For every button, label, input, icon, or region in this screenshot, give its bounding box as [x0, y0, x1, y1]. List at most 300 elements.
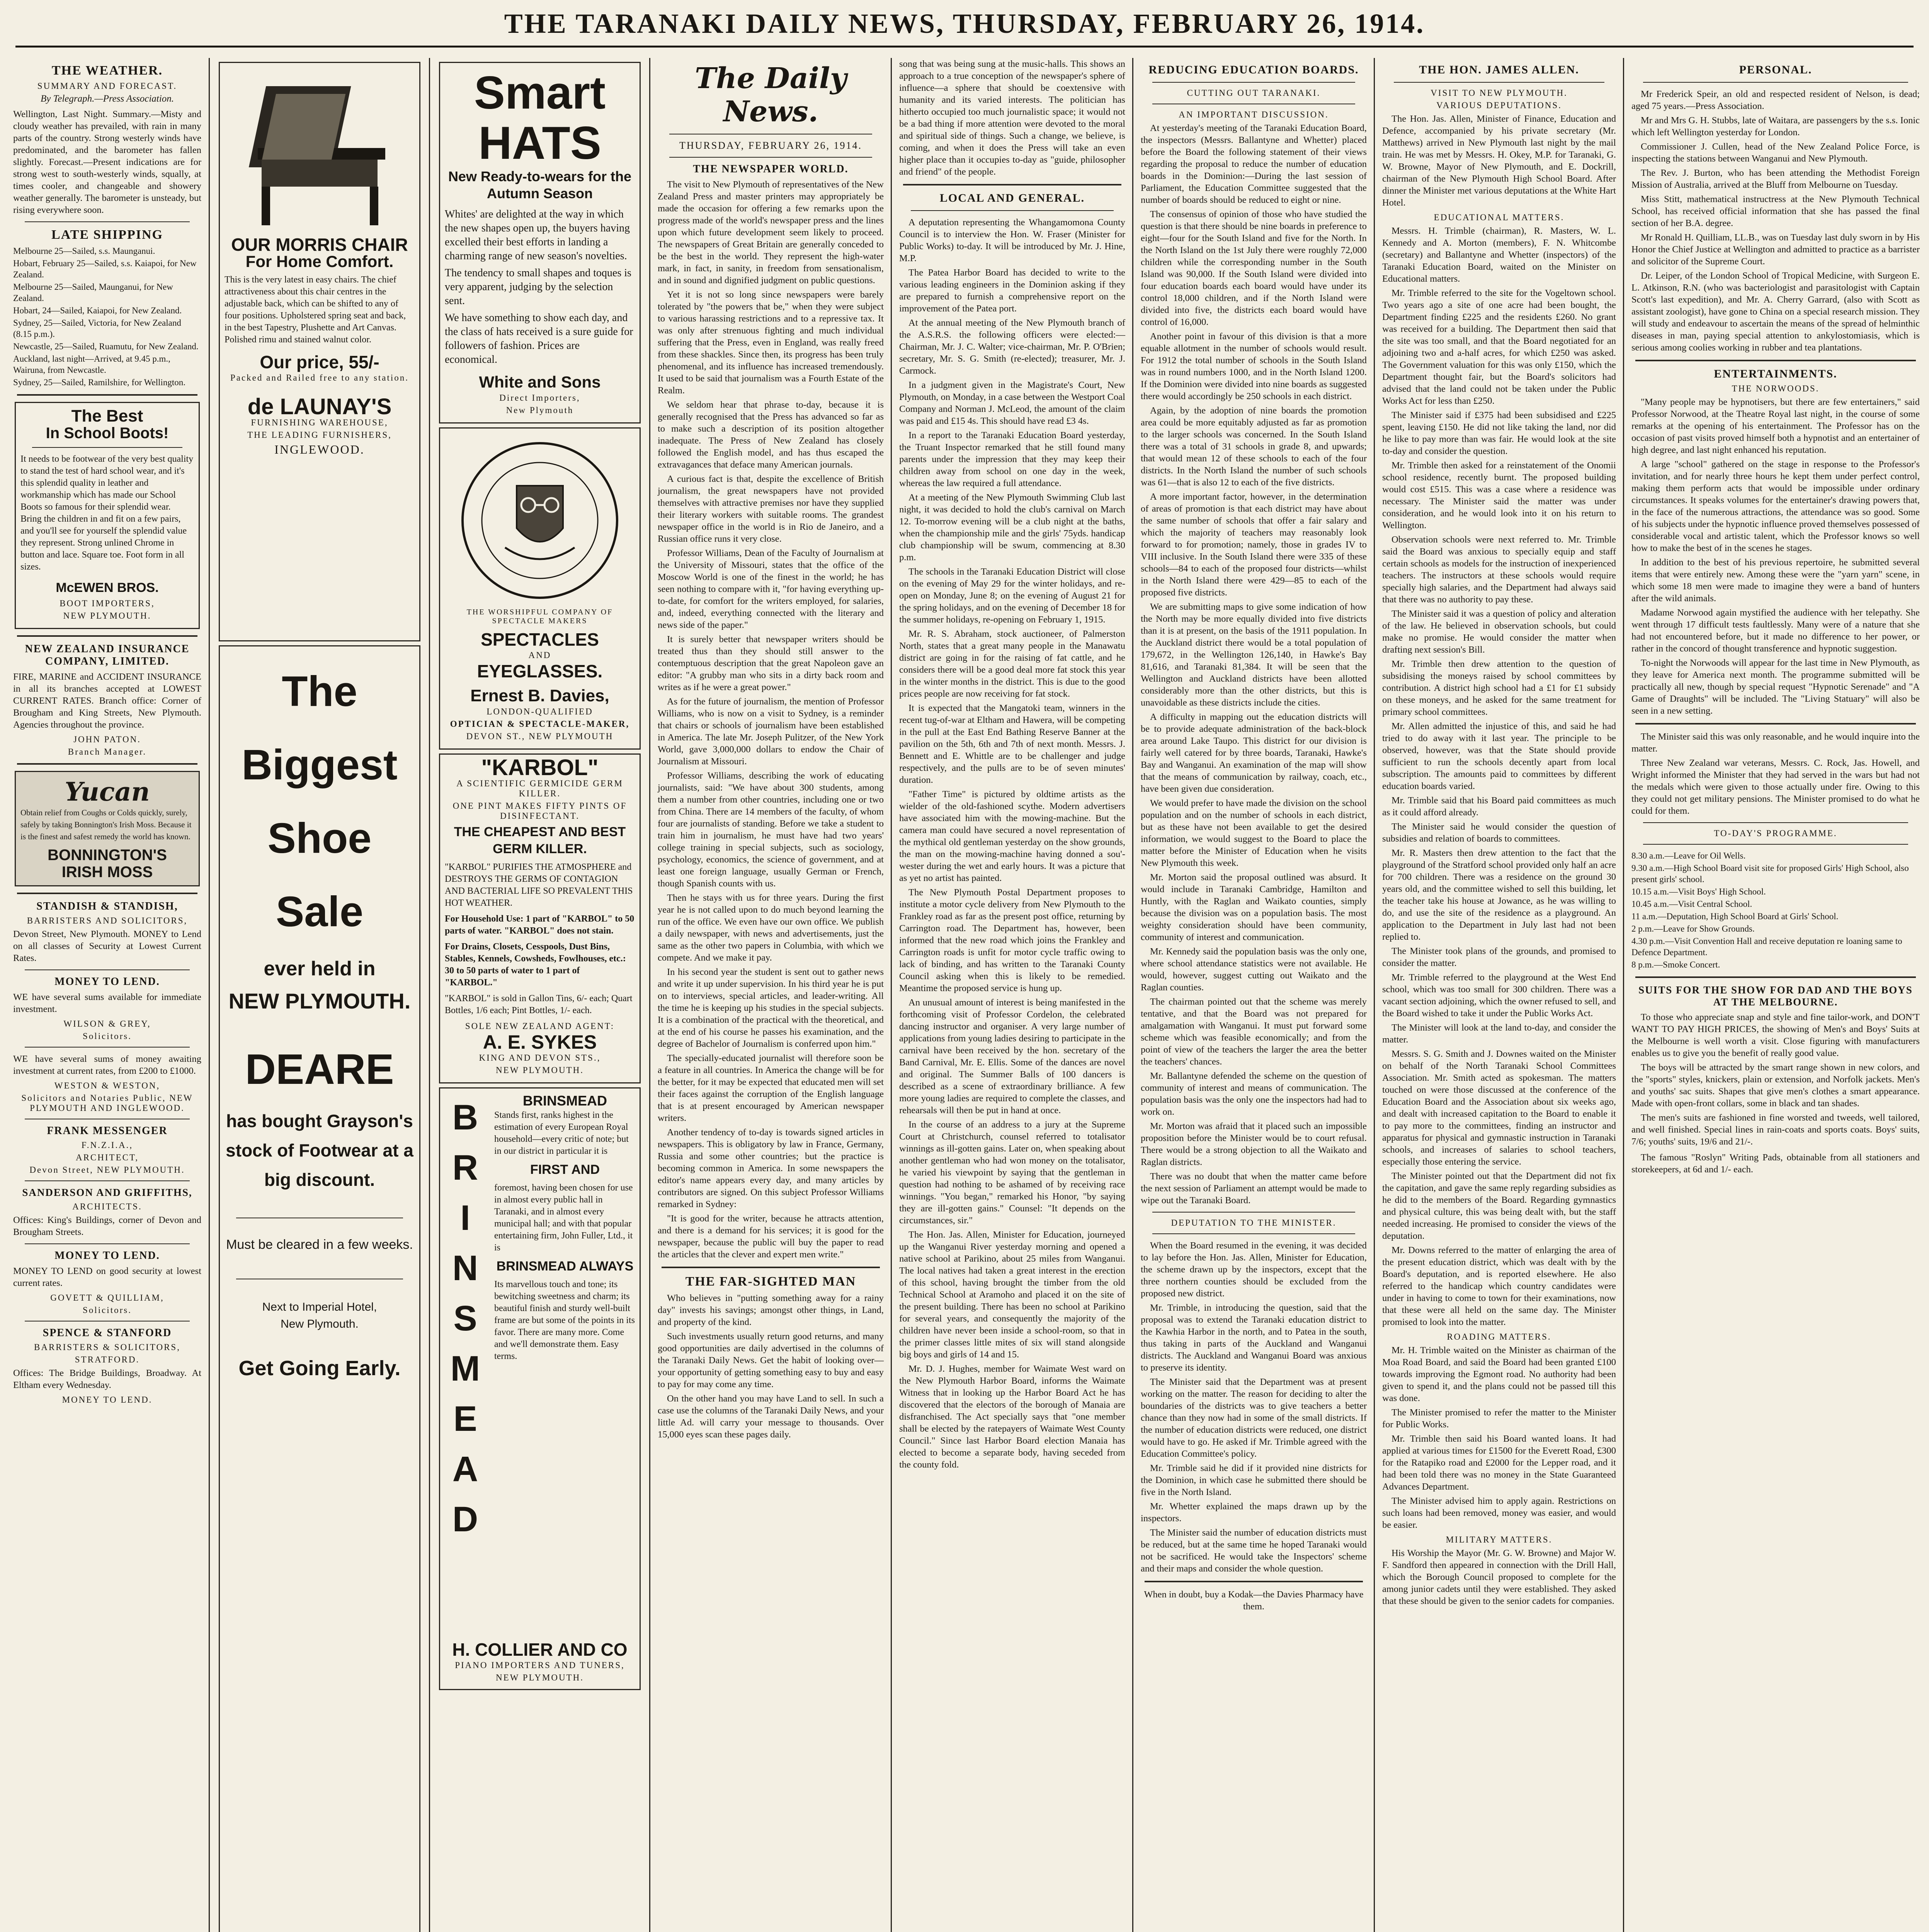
local-paragraph: In the course of an address to a jury at the Supreme Court at Christchurch, counsel referred to totalisator winnings as ill-gotten gains. Later on, when speaking about another gentleman who had won money on the totalisator, he varied his viewpoint by saying that the gentleman in question had nothing to be ashamed of by receiving race winnings. "You began," remarked his Honor, "by saying they are ill-gotten gains." Counsel: "It depends on the circumstances, sir." [899, 1119, 1125, 1226]
deputation-paragraph: Mr. Whetter explained the maps drawn up by the inspectors. [1141, 1501, 1367, 1524]
divider [1145, 1581, 1363, 1582]
optician-address: DEVON ST., NEW PLYMOUTH [466, 731, 614, 741]
personal-paragraph: Dr. Leiper, of the London School of Tropical Medicine, with Surgeon E. L. Atkinson, R.N. (who was bacteriologist and parasitologist with Captain Scott's last expedition), and Mr. A. Cherry Garrard, (also with Scott as assistant zoologist), have gone to China on a special research mission. They will study and endeavour to ascertain the means of the spread of helminthic diseases in man, paying special attention to ankylostomiasis, which is serious among coolies working in rubber and tea plantations. [1631, 270, 1920, 353]
insurance-copy: FIRE, MARINE and ACCIDENT INSURANCE in all its branches accepted at LOWEST CURRENT RATES. Branch office: Corner of Brougham and King Streets, New Plymouth. Agencies throughout the province. [13, 672, 201, 730]
local-paragraph: An unusual amount of interest is being manifested in the forthcoming visit of Professor Cordelon, the celebrated dancing instructor and organiser. A very large number of applications from young ladies desiring to participate in the carnival have been received by the hon. secretary of the Band Carnival, Mr. E. Ellis. Some of the dances are novel and original. The Summer Balls of 100 dancers is described as a scene of extraordinary brilliance. A few more young ladies are required to complete the classes, and rehearsals will then be put in hand at once. [899, 997, 1125, 1116]
spence-money: MONEY TO LEND. [62, 1395, 153, 1405]
entertainments-paragraph: A large "school" gathered on the stage in response to the Professor's invitation, and for nearly three hours he kept them under perfect control, making them perform acts that would be impossible under ordinary circumstances. It speaks volumes for the entertainer's drawing powers that, in the face of the numerous attractions, the attendance was so good. Some of his subjects under the hypnotic influence proved themselves possessed of considerable vocal and artistic talent, which the Professor knows so well how to make the best of in the scenes he stages. [1631, 459, 1920, 553]
brinsmead-letter: S [453, 1299, 477, 1338]
suits-body [1631, 1011, 1920, 1148]
divider [1152, 82, 1355, 83]
launay-sub-2: THE LEADING FURNISHERS, [247, 430, 392, 440]
personal-paragraph: Miss Stitt, mathematical instructress at the New Plymouth Technical School, has received official information that she has passed the final section of her B.A. degree. [1631, 194, 1920, 228]
money-role: Solicitors. [83, 1031, 132, 1041]
money-heading: MONEY TO LEND. [54, 976, 160, 988]
editorial-paragraph: A curious fact is that, despite the excellence of British journalism, the great newspapers have not provided themselves with attractive premises nor have they supplied their literary workers with suitable rooms. The grandest newspaper office in the world is in Rio de Janeiro, and a Russian office runs it very close. [658, 474, 884, 544]
local-body [899, 216, 1125, 1471]
architects-heading: SANDERSON AND GRIFFITHS, [22, 1187, 192, 1198]
shoe-word: Biggest [242, 741, 398, 789]
shipping-item: Auckland, last night—Arrived, at 9.45 p.m., Wairuna, from Newcastle. [13, 354, 170, 375]
boards-paragraph: There was no doubt that when the matter came before the next session of Parliament an attempt would be made to wipe out the Taranaki Board. [1141, 1171, 1367, 1206]
editorial-paragraph: Professor Williams, Dean of the Faculty of Journalism at the University of Missouri, states that the office of the Moscow World is one of the finest in the world; he has seen nothing to compare with it, "for having everything up-to-date, for comfort for the writers employed, for salaries, and, indeed, everything connected with the literary and news side of the paper." [658, 548, 884, 630]
suits-paragraph: The men's suits are fashioned in fine worsted and tweeds, well tailored, and well finished. Special lines in rain-coats and sports coats. Boys' suits, 7/6; youths' suits, 19/6 and 21/-. [1631, 1112, 1920, 1147]
eyeglasses-headline: EYEGLASSES. [477, 661, 603, 681]
spectacles-ad [439, 427, 641, 750]
deare-note: Must be cleared in a few weeks. [226, 1237, 413, 1252]
column-rule [1623, 58, 1624, 1932]
hats-copy-2: The tendency to small shapes and toques is very apparent, judging by the selection sent. [445, 267, 631, 307]
boards-paragraph: The chairman pointed out that the scheme was merely tentative, and that the Board was not prepared for amalgamation with Wanganui. It must put forward some scheme which was feasible economically; and from the point of view of the teachers the larger the area the better the teachers' chances. [1141, 997, 1367, 1067]
divider [1643, 844, 1908, 845]
divider [669, 157, 872, 158]
brinsmead-body [494, 1092, 636, 1362]
boards-body [1141, 122, 1367, 1206]
collier-name: H. COLLIER AND CO [452, 1639, 628, 1660]
boards-paragraph: Mr. Morton said the proposal outlined was absurd. It would include in Taranaki Cambridge, Hamilton and Huntly, with the Raglan and Waikato counties, simply because the division was on a population basis. The most weighty consideration should have been community, community of interest and communication. [1141, 872, 1367, 942]
entertainments-paragraph: To-night the Norwoods will appear for the last time in New Plymouth, as they leave for America next month. The programme submitted will be practically all new, though by special request "Hypnotic Serenade" and "A Game of Draughts" will be included. The "Living Statuary" will also be seen in a new setting. [1631, 658, 1920, 716]
weather-heading: THE WEATHER. [51, 63, 163, 78]
chair-copy: This is the very latest in easy chairs. The chief attractiveness about this chair centres in the adjustable back, which can be shifted to any of four positions. Upholstered spring seat and back, in the best Tapestry, Plushette and Art Canvas. Polished rimu and stained walnut color. [225, 275, 406, 345]
divider [911, 210, 1114, 211]
karbol-agent: A. E. SYKES [483, 1031, 597, 1053]
irish-moss-ad [15, 771, 200, 886]
chair-headline-2: For Home Comfort. [245, 252, 394, 270]
messenger-address: Devon Street, NEW PLYMOUTH. [29, 1165, 185, 1175]
shipping-item: Melbourne 25—Sailed, Maunganui, for New Zealand. [13, 282, 173, 303]
brinsmead-letter: A [452, 1449, 478, 1489]
karbol-address-2: NEW PLYMOUTH. [496, 1065, 584, 1075]
messenger-heading: FRANK MESSENGER [47, 1125, 168, 1137]
deare-copy: has bought Grayson's stock of Footwear at a big discount. [226, 1111, 413, 1190]
entertainments-subheading: THE NORWOODS. [1732, 384, 1820, 393]
divider [903, 184, 1121, 185]
karbol-copy-3: For Drains, Closets, Cesspools, Dust Bins, Stables, Kennels, Cowsheds, Fowlhouses, etc.: 30 to 50 parts of water to 1 part of "KARBOL." [445, 942, 626, 988]
deputation-paragraph: Mr. Trimble, in introducing the question, said that the proposal was to extend the Taranaki education district to the Kawhia Harbor in the north, and to Patea in the south, thus taking in parts of the Auckland and Wanganui districts. The Auckland and Wanganui Board was anxious to preserve its identity. [1141, 1303, 1367, 1373]
entertainments-paragraph: In addition to the best of his previous repertoire, he submitted several items that were entirely new. Among these were the "yarn yarn" scene, in which some 18 men were made to imagine they were a band of hunters after the wild animals. [1631, 557, 1920, 604]
masthead [0, 0, 1929, 54]
educational-paragraph: Mr. Trimble then drew attention to the question of subsidising the moneys raised by school committees by contribution. A district high school had a £1 for £1 subsidy on these moneys, and he asked for the same treatment for primary school committees. [1382, 659, 1616, 717]
boards-paragraph: Mr. Ballantyne defended the scheme on the question of community of interest and means of communication. The population basis was the only one the inspectors had had to work on. [1141, 1071, 1367, 1117]
boards-paragraph: The consensus of opinion of those who have studied the question is that there should be nine boards in preference to eight—four for the South Island and five for the North. In the North Island on the 1st July there were roughly 72,000 children while the corresponding number in the South Island was 90,000. If the South Island were divided into four education boards each board would have under its control 18,000 children, and if the North Island were divided into five, the districts each board would have control of 16,000. [1141, 209, 1367, 327]
moss-name-2: IRISH MOSS [61, 864, 153, 881]
launay-town: INGLEWOOD. [274, 442, 365, 456]
school-boots-ad [15, 402, 200, 629]
programme-item: 4.30 p.m.—Visit Convention Hall and receive deputation re loaning same to Defence Department. [1631, 936, 1902, 957]
hats-subheading: New Ready-to-wears for the Autumn Season [448, 168, 632, 201]
column-5 [894, 58, 1131, 1932]
karbol-name: "KARBOL" [481, 755, 599, 780]
shoe-word: Shoe [267, 815, 372, 862]
personal-paragraph: Mr Ronald H. Quilliam, LL.B., was on Tuesday last duly sworn in by His Honor the Chief Justice at Wellington and admitted to practice as a barrister and solicitor of the Supreme Court. [1631, 232, 1920, 267]
deare-slogan: Get Going Early. [238, 1357, 401, 1380]
roading-body [1382, 1344, 1616, 1531]
boards-paragraph: At yesterday's meeting of the Taranaki Education Board, the inspectors (Messrs. Ballantyne and Whetter) placed before the Board the following statement of their views regarding the proposal to reduce the number of education boards in the Dominion:—During the last session of Parliament, the Education Committee suggested that the number of boards should be reduced to eight or nine. [1141, 123, 1367, 205]
allen-heading: THE HON. JAMES ALLEN. [1419, 63, 1579, 76]
divider [25, 221, 190, 222]
shoe-word: ever held in [264, 957, 376, 980]
masthead-title: THE TARANAKI DAILY NEWS, THURSDAY, FEBRUARY 26, 1914. [504, 8, 1425, 39]
entertainments-paragraph: "Many people may be hypnotisers, but there are few entertainers," said Professor Norwood, at the Theatre Royal last night, in the course of some remarks at the opening of his entertainment. The Professor has on the occasion of past visits proved himself both a hypnotist and an entertainer of high degree, and last night enhanced his reputation. [1631, 397, 1920, 455]
chair-note: Packed and Railed free to any station. [230, 373, 409, 383]
local-paragraph: Mr. D. J. Hughes, member for Waimate West ward on the New Plymouth Harbor Board, informs the Waimate Witness that in looking up the Harbor Board Act he has discovered that the electors of the borough of Manaia are disfranchised. The Act specially says that "one member shall be elected by the ratepayers of Waimate West County Council." Since last Harbor Board election Manaia has elected to become a separate body, having seceded from the county fold. [899, 1364, 1125, 1470]
karbol-copy-2: For Household Use: 1 part of "KARBOL" to 50 parts of water. "KARBOL" does not stain. [445, 914, 634, 936]
column-2 [212, 58, 427, 1932]
brinsmead-always: BRINSMEAD ALWAYS [496, 1259, 634, 1274]
weather-subheading: SUMMARY AND FORECAST. [37, 81, 177, 91]
spectacle-makers-crest-icon [459, 439, 621, 602]
shipping-item: Hobart, February 25—Sailed, s.s. Kaiapoi, for New Zealand. [13, 259, 197, 279]
column-rule [891, 58, 892, 1932]
launay-sub: FURNISHING WAREHOUSE, [251, 418, 388, 427]
deputation-heading: DEPUTATION TO THE MINISTER. [1171, 1218, 1337, 1228]
editorial-paragraph: "It is good for the writer, because he attracts attention, and there is a demand for his services; it is good for the newspaper, because the public will buy the paper to read the articles that the clever and expert men write." [658, 1213, 884, 1260]
editorial-paragraph: As for the future of journalism, the mention of Professor Williams, who is now on a visit to Sydney, is a reminder that chairs or schools of journalism have been established in America. The late Mr. Joseph Pulitzer, of the New York World, gave 3,000,000 dollars to endow the Chair of Journalism at Missouri. [658, 696, 884, 767]
armchair-illustration [235, 71, 405, 233]
shipping-item: Sydney, 25—Sailed, Victoria, for New Zealand (8.15 p.m.). [13, 318, 181, 339]
divider [25, 1180, 190, 1181]
divider [1394, 82, 1604, 83]
divider [17, 763, 197, 765]
brinsmead-vertical [444, 1092, 487, 1544]
brinsmead-letter: M [450, 1349, 480, 1388]
allen-continued [1631, 731, 1920, 817]
editorial-date: THURSDAY, FEBRUARY 26, 1914. [679, 140, 862, 151]
shoe-word: NEW PLYMOUTH. [228, 989, 411, 1013]
local-paragraph: At the annual meeting of the New Plymouth branch of the A.S.R.S. the following officers were elected:—Chairman, Mr. J. C. Walter; vice-chairman, Mr. P. O'Brien; secretary, Mr. S. G. Smith (re-elected); treasurer, Mr. J. Carmock. [899, 318, 1125, 376]
insurance-role: Branch Manager. [68, 747, 147, 757]
karbol-headline: THE CHEAPEST AND BEST GERM KILLER. [454, 825, 626, 856]
money-firm-2: WESTON & WESTON, [54, 1081, 160, 1090]
column-rule [1374, 58, 1375, 1932]
educational-paragraph: Observation schools were next referred to. Mr. Trimble said the Board was anxious to specially equip and staff certain schools as models for the instruction of inexperienced teachers. The instructors at these schools would require specially high salaries, and the Department had always said that there was no authority to pay these. [1382, 534, 1616, 605]
deare-name: DEARE [245, 1046, 394, 1093]
money-copy-2: WE have several sums of money awaiting investment at current rates, from £200 to £1000. [13, 1054, 201, 1076]
farsighted-paragraph: Who believes in "putting something away for a rainy day" invests his savings; amongst other things, in Land, and property of the kind. [658, 1293, 884, 1327]
money-role-3: Solicitors. [83, 1305, 132, 1315]
boards-paragraph: We would prefer to have made the division on the school population and on the number of schools in each district, but as these have not been available to get the desired information, we would suggest to the Board to place the matter before the Minister of Education when he visits New Plymouth this week. [1141, 798, 1367, 868]
roading-paragraph: The Minister advised him to apply again. Restrictions on such loans had been removed, money was easier, and would be easier. [1382, 1496, 1616, 1530]
crest-motto: THE WORSHIPFUL COMPANY OF SPECTACLE MAKERS [466, 608, 613, 625]
masthead-rule [15, 46, 1914, 48]
editorial-body [658, 179, 884, 1260]
brinsmead-copy-2: foremost, having been chosen for use in almost every public hall in Taranaki, and in almost every municipal hall; and with that popular entertaining firm, John Fuller, Ltd., it is [494, 1183, 633, 1253]
karbol-makes: ONE PINT MAKES FIFTY PINTS OF DISINFECTANT. [452, 801, 627, 821]
brinsmead-first: FIRST AND [530, 1162, 600, 1177]
karbol-ad [439, 753, 641, 1083]
weather-byline: By Telegraph.—Press Association. [41, 94, 174, 104]
roading-paragraph: Mr. H. Trimble waited on the Minister as chairman of the Moa Road Board, and said the Board had been granted £100 towards improving the Egmont road. No authority had been given to spend it, and the plans could not be passed till this was done. [1382, 1345, 1616, 1403]
entertainments-heading: ENTERTAINMENTS. [1714, 367, 1837, 380]
shoe-word: Sale [276, 888, 364, 935]
karbol-subheading: A SCIENTIFIC GERMICIDE GERM KILLER. [456, 779, 623, 798]
column-3 [432, 58, 648, 1932]
spence-heading: SPENCE & STANFORD [43, 1327, 172, 1339]
divider [1152, 1212, 1355, 1213]
shoe-sale-ad [219, 645, 420, 1932]
educational-paragraph: Mr. Trimble referred to the playground at the West End school, which was too small for 300 children. There was a vacant section adjoining, which the owner refused to sell, and the Board wished to take it under the Public Works Act. [1382, 972, 1616, 1019]
brinsmead-letter: E [453, 1399, 477, 1439]
moss-brand: Yucan [65, 777, 150, 807]
brinsmead-ad [439, 1087, 641, 1690]
local-paragraph: "Father Time" is pictured by oldtime artists as the wielder of the old-fashioned scythe. Modern advertisers have associated him with the mowing-machine. But the camera man could have secured a novel representation of the mythical old gentleman yesterday on the show grounds, the man on the mowing-machine having donned a sou'-wester during the wet and early hours. It was a picture that as yet no artist has painted. [899, 789, 1125, 883]
divider [17, 635, 197, 637]
column-rule [649, 58, 650, 1932]
editorial-paragraph: Another tendency of to-day is towards signed articles in newspapers. This is obligatory by law in France, Germany, Russia and some other countries; but the practice is becoming common in America. In some newspapers the editor's name appears every day, and many articles by contributors are signed. On this subject Professor Williams remarked in Sydney: [658, 1127, 884, 1209]
smart-hats-ad [439, 62, 641, 423]
karbol-copy-4: "KARBOL" is sold in Gallon Tins, 6/- each; Quart Bottles, 1/6 each; Pint Bottles, 1/- each. [445, 993, 633, 1015]
roslyn-notice [1631, 1151, 1920, 1175]
column-rule [429, 58, 430, 1932]
editorial-continued [899, 58, 1125, 178]
educational-paragraph: The Minister said if £375 had been subsidised and £225 spent, leaving £150. He did not like taking the land, nor did he like to pay more than was fair. He would look at the site to-day and consider the question. [1382, 410, 1616, 456]
local-paragraph: The Hon. Jas. Allen, Minister for Education, journeyed up the Wanganui River yesterday morning and opened a native school at Parikino, about 25 miles from Wanganui. The local natives had taken a great interest in the erection of this school, having brought the timber from the old Technical School at Aramoho and placed it on the site of the present building. There has been no school at Parikino for several years, and consequently the majority of the children have never been inside a school-room, so that in the primer classes little mites of six will stand alongside big boys and girls of 14 and 15. [899, 1230, 1125, 1360]
morris-chair-ad [219, 62, 420, 641]
editorial-paragraph: Then he stays with us for three years. During the first year he is not called upon to do much beyond learning the run of the office. We even have our own office. We publish a daily newspaper, with news and advertisements, just the same as the other two papers in Columbia, with which we compete. And we make it pay. [658, 893, 884, 963]
shipping-item: Melbourne 25—Sailed, s.s. Maunganui. [13, 246, 155, 256]
divider [1635, 360, 1916, 361]
money-copy-3: MONEY TO LEND on good security at lowest current rates. [13, 1266, 201, 1288]
collier-role: PIANO IMPORTERS AND TUNERS, [455, 1660, 625, 1670]
divider [1643, 822, 1908, 823]
weather-report: Wellington, Last Night. Summary.—Misty and cloudy weather has prevailed, with rain in many parts of the country. Strong westerly winds have predominated, and the barometer has fallen slightly. Forecast.—Present indications are for strong west to south-westerly winds, squally, at times cooler, and changeable and showery weather generally. The barometer is unsteady, but rising everywhere soon. [13, 109, 201, 215]
local-paragraph: A deputation representing the Whangamomona County Council is to interview the Hon. W. Fraser (Minister for Public Works) to-day. It will be introduced by Mr. J. Hine, M.P. [899, 217, 1125, 264]
brinsmead-letter: I [460, 1198, 470, 1238]
collier-town: NEW PLYMOUTH. [496, 1673, 584, 1682]
divider [17, 394, 197, 396]
boots-copy: It needs to be footwear of the very best quality to stand the test of hard school wear, and it's this splendid quality in leather and workmanship which has made our School Boots so famous for their splendid wear. Bring the children in and fit on a few pairs, and you'll see for yourself the splendid value they represent. Strong unlined Chrome in button and lace. Square toe. Foot form in all sizes. [20, 454, 194, 572]
boards-subheading-2: AN IMPORTANT DISCUSSION. [1179, 110, 1329, 119]
editorial-paragraph: song that was being sung at the music-halls. This shows an approach to a true conception of the newspaper's sphere of influence—a sphere that should be coextensive with humanity and its varied interests. The politician has hitherto occupied too much journalistic space; it would not be a bad thing if more attention were devoted to the moral and spiritual side of things. Such a change, we believe, is coming, and when it does the Press will take an even higher place than it occupies to-day as "guide, philosopher and friend" of the people. [899, 59, 1125, 177]
local-paragraph: The Patea Harbor Board has decided to write to the various leading engineers in the Dominion asking if they are prepared to furnish a comprehensive report on the improvement of the Patea port. [899, 267, 1125, 314]
messenger-title: F.N.Z.I.A., [81, 1140, 133, 1150]
shoe-word: The [282, 668, 357, 715]
standish-copy: Devon Street, New Plymouth. MONEY to Lend on all classes of Security at Lowest Current Rates. [13, 929, 201, 963]
spectacles-and: AND [528, 650, 551, 660]
standish-heading: STANDISH & STANDISH, [36, 900, 178, 912]
brinsmead-letter: B [452, 1098, 478, 1137]
boards-paragraph: A difficulty in mapping out the education districts will be to provide adequate administration of the back-block area around Lake Taupo. This district for our division is fairly well catered for by three boards, Taranaki, Hawke's Bay and Wanganui. An examination of the map will show that the means of communication by railway, coach, etc., have been given due consideration. [1141, 712, 1367, 794]
boots-headline-2: In School Boots! [46, 425, 169, 442]
educational-paragraph: The Minister took plans of the grounds, and promised to consider the matter. [1382, 946, 1616, 968]
boards-paragraph: Again, by the adoption of nine boards the promotion area could be more equitably adjusted as far as promotion to the larger schools was concerned. In the South Island there was a total of 31 schools in grade 8, and upwards; that would mean 12 of these schools to each of the four districts. In the North Island the number of such schools was 61—that is also 12 to each of the five districts. [1141, 405, 1367, 488]
editorial-paragraph: The visit to New Plymouth of representatives of the New Zealand Press and master printers may appropriately be made the occasion for offering a few remarks upon the progress made of the world's newspaper press and the lines upon which future development seem likely to proceed. The newspapers of Great Britain are generally conceded to be the best in the world. They represent the high-water mark, in fact, in sanity, in freedom from sensationalism, and in sound and dignified judgment on public questions. [658, 179, 884, 286]
allen-subheading: VISIT TO NEW PLYMOUTH. [1431, 88, 1568, 98]
suits-paragraph: To those who appreciate snap and style and fine tailor-work, and DON'T WANT TO PAY HIGH PRICES, the showing of Men's and Boys' Suits at the Melbourne is well worth a visit. Close figuring with manufacturers enables us to give you the benefit of really good value. [1631, 1012, 1920, 1058]
farsighted-heading: THE FAR-SIGHTED MAN [685, 1274, 856, 1289]
boots-firm: McEWEN BROS. [56, 580, 159, 595]
optician-name: Ernest B. Davies, [470, 686, 609, 705]
deputation-paragraph: When the Board resumed in the evening, it was decided to lay before the Hon. Jas. Allen, Minister for Education, the scheme drawn up by the inspectors, except that the three northern counties should be excluded from the proposed new district. [1141, 1240, 1367, 1299]
personal-body [1631, 88, 1920, 354]
educational-body [1382, 225, 1616, 1328]
farsighted-body [658, 1292, 884, 1440]
educational-paragraph: The Minister pointed out that the Department did not fix the capitation, and gave the same reply regarding subsidies as he did to the members of the Board. Regarding gymnastics and physical culture, this was being dealt with, but the staff needed increasing. He promised to consider the views of the deputation. [1382, 1171, 1616, 1241]
educational-paragraph: Mr. R. Masters then drew attention to the fact that the playground of the Stratford school provided only half an acre for 700 children. There was a residence on the ground 30 years old, and the committee wished to sell this building, let the teacher take his house at Jowance, as he was willing to do, and use the site of the residence as a playground. An application to the Department in July last had not been replied to. [1382, 848, 1616, 942]
programme-heading: TO-DAY'S PROGRAMME. [1714, 828, 1837, 838]
hats-headline: Smart [474, 67, 606, 119]
hats-role: Direct Importers, [499, 393, 580, 403]
deare-address: Next to Imperial Hotel, [262, 1301, 377, 1313]
divider [662, 1267, 880, 1268]
brinsmead-heading: BRINSMEAD [522, 1093, 607, 1109]
brinsmead-letter: N [452, 1248, 478, 1288]
column-8 [1626, 58, 1925, 1932]
personal-paragraph: Commissioner J. Cullen, head of the New Zealand Police Force, is inspecting the stations between Wanganui and New Plymouth. [1631, 141, 1920, 164]
chair-headline: OUR MORRIS CHAIR [231, 235, 408, 255]
entertainments-paragraph: Madame Norwood again mystified the audience with her telepathy. She went through 17 difficult tests faultlessly. Many were of a nature that she had not encountered before, but it made no difference to her power, or rather in the concord of thought transference and hypnotic suggestion. [1631, 607, 1920, 654]
local-paragraph: In a report to the Taranaki Education Board yesterday, the Truant Inspector remarked that he still found many parents under the impression that they may keep their children away from school on one day in the week, whereas the law required a full attendance. [899, 430, 1125, 488]
allen-intro [1382, 113, 1616, 209]
educational-paragraph: Mr. Allen admitted the injustice of this, and said he had tried to do away with it last year. The principle to be observed, however, was that the State should provide sufficient to run the schools decently apart from local subscription. The amounts paid to committees by different education boards varied. [1382, 721, 1616, 791]
local-paragraph: Mr. R. S. Abraham, stock auctioneer, of Palmerston North, states that a great many people in the Manawatu district are going in for the raising of fat cattle, and he considers there will be a good deal more fat stock this year in the winter months in the district. This is due to the good prices people are now receiving for fat stock. [899, 629, 1125, 699]
allen-subheading-2: VARIOUS DEPUTATIONS. [1436, 100, 1562, 110]
hats-headline-2: HATS [478, 117, 601, 169]
money-heading-3: MONEY TO LEND. [54, 1250, 160, 1262]
insurance-heading: NEW ZEALAND INSURANCE COMPANY, LIMITED. [25, 643, 190, 667]
column-4 [652, 58, 889, 1932]
military-paragraph: His Worship the Mayor (Mr. G. W. Browne) and Major W. F. Sandford then appeared in connection with the Drill Hall, which the Borough Council proposed to complete for the among junior cadets until they were established. They asked that these should be given to the senior cadets for companies. [1382, 1548, 1616, 1606]
divider [17, 893, 197, 894]
suits-paragraph: The boys will be attracted by the smart range shown in new colors, and the "sports" styles, knickers, plain or extension, and Norfolk jackets. Men's and youths' sac suits. Shapes that give men's clothes a smart appearance. Made with open-front collars, some in black and tan shades. [1631, 1062, 1920, 1109]
allen-paragraph: Three New Zealand war veterans, Messrs. C. Rock, Jas. Howell, and Wright informed the Minister that they had served in the wars but had not the medals which were given to those actually under fire. Owing to this they could not get military pensions. The Minister promised to do what he could for them. [1631, 758, 1920, 816]
educational-paragraph: Mr. Trimble then asked for a reinstatement of the Onomii school residence, recently burnt. The proposed building would cost £515. This was a case where a residence was necessary. The Minister said the matter was under consideration, and he would look into it on his return to Wellington. [1382, 460, 1616, 531]
shipping-item: Newcastle, 25—Sailed, Ruamutu, for New Zealand. [13, 342, 199, 351]
money-firm: WILSON & GREY, [63, 1019, 151, 1029]
architects-role: ARCHITECTS. [72, 1202, 142, 1211]
editorial-heading: THE NEWSPAPER WORLD. [693, 163, 849, 175]
brinsmead-copy: Stands first, ranks highest in the estimation of every European Royal household—every critic of note; but in our district in particular it is [494, 1110, 629, 1156]
spence-copy: Offices: The Bridge Buildings, Broadway. At Eltham every Wednesday. [13, 1368, 201, 1390]
deputation-body [1141, 1240, 1367, 1575]
money-copy: WE have several sums available for immediate investment. [13, 992, 201, 1014]
column-rule [1132, 58, 1133, 1932]
insurance-agent: JOHN PATON. [73, 735, 141, 744]
farsighted-paragraph: Such investments usually return good returns, and many good opportunities are daily advertised in the columns of the Taranaki Daily News. Get the habit of looking over—your opportunity of getting something easy to buy and easy to pay for may come any time. [658, 1331, 884, 1389]
local-paragraph: At a meeting of the New Plymouth Swimming Club last night, it was decided to hold the club's carnival on March 12. To-morrow evening will be a club night at the baths, when the championship mile and the girls' 75yds. handicap club championship will be swum, commencing at 8.30 p.m. [899, 492, 1125, 563]
shipping-heading: LATE SHIPPING [51, 228, 163, 242]
hats-copy: Whites' are delighted at the way in which the new shapes open up, the buyers having excelled their best efforts in landing a charming range of new season's novelties. [445, 208, 630, 262]
spence-role: BARRISTERS & SOLICITORS, [34, 1342, 180, 1352]
educational-paragraph: Messrs. H. Trimble (chairman), R. Masters, W. L. Kennedy and A. Morton (members), F. N. Whitcombe (secretary) and Ballantyne and Whetter (inspectors) of the Taranaki Education Board, waited on the Minister on Educational matters. [1382, 226, 1616, 284]
educational-heading: EDUCATIONAL MATTERS. [1434, 213, 1565, 222]
collier-block [444, 1641, 636, 1685]
karbol-copy: "KARBOL" PURIFIES THE ATMOSPHERE and DESTROYS THE GERMS OF CONTAGION AND BACTERIAL LIFE SO PREVALENT THIS HOT WEATHER. [445, 862, 633, 908]
personal-heading: PERSONAL. [1739, 63, 1812, 76]
educational-paragraph: Messrs. S. G. Smith and J. Downes waited on the Minister on behalf of the North Taranaki School Committees Association. Mr. Smith acted as spokesman. The matters touched on were those discussed at the conference of the Education Board and the Association about six weeks ago, and dealt with increased capitation to the Board to enable it to pay more to the committees, finding an instructor and apparatus for physical and gymnastic instruction in Taranaki schools, and increases of salaries to school teachers, especially those entering the service. [1382, 1049, 1616, 1167]
editorial-paragraph: In his second year the student is sent out to gather news and write it up under supervision. In his third year he is put on to interviews, special articles, and leader-writing. All the time he is keeping up his studies in the special subjects. It is a combination of the practical with the theoretical, and at the end of his course he passes his examination, and the degree of Bachelor of Journalism is conferred upon him." [658, 967, 884, 1049]
brinsmead-letter: D [452, 1500, 478, 1539]
karbol-address: KING AND DEVON STS., [479, 1053, 601, 1063]
programme-item: 8 p.m.—Smoke Concert. [1631, 960, 1720, 969]
personal-paragraph: The Rev. J. Burton, who has been attending the Methodist Foreign Mission of Australia, arrived at the Bluff from Melbourne on Tuesday. [1631, 168, 1920, 190]
educational-paragraph: The Minister said he would consider the question of subsidies and relation of boards to committees. [1382, 821, 1616, 844]
deputation-paragraph: The Minister said the number of education districts must be reduced, but at the same time he hoped Taranaki would not be sacrificed. He would take the Inspectors' scheme and their maps and consider the whole question. [1141, 1527, 1367, 1574]
military-heading: MILITARY MATTERS. [1446, 1535, 1553, 1544]
spence-town: STRATFORD. [75, 1355, 140, 1364]
karbol-agent-heading: SOLE NEW ZEALAND AGENT: [465, 1021, 615, 1031]
editorial-paragraph: The specially-educated journalist will therefore soon be a feature in all countries. In America the change will be for the better, for it may be expected that educated men will set their faces against the corruption of the English language that is at present encouraged by American newspaper writers. [658, 1053, 884, 1123]
chair-price: Our price, 55/- [260, 352, 379, 372]
optician-role: OPTICIAN & SPECTACLE-MAKER, [450, 719, 630, 729]
local-heading: LOCAL AND GENERAL. [939, 192, 1085, 204]
boards-paragraph: Mr. Kennedy said the population basis was the only one, where school attendance statistics were not available. He would, however, suggest cutting out Waikato and the Raglan counties. [1141, 946, 1367, 993]
boards-subheading: CUTTING OUT TARANAKI. [1187, 88, 1321, 98]
kodak-notice: When in doubt, buy a Kodak—the Davies Pharmacy have them. [1144, 1589, 1364, 1612]
divider [1152, 1233, 1355, 1234]
editorial-paragraph: We seldom hear that phrase to-day, because it is generally recognised that the Press has advanced so far as to make such a description of its position altogether inadequate. The Press of New Zealand has closely followed the English model, and has thus escaped the extravagances that deface many American journals. [658, 400, 884, 470]
standish-role: BARRISTERS AND SOLICITORS, [27, 916, 188, 925]
educational-paragraph: Mr. Trimble referred to the site for the Vogeltown school. Two years ago a site of one acre had been bought, the Department finding £225 and the residents £260. No grant was received for a building. The Department then said that the site was too small, and that the Board negotiated for an adjoining two and a-half acres, for which £250 was asked. The Government valuation for this was only £150, which the Department thought fair, but the Board's solicitors had advised that the land could not be taken under the Public Works Act for less than £250. [1382, 288, 1616, 406]
educational-paragraph: The Minister said it was a question of policy and alteration of the law. He believed in observation schools, but could make no promise. He would consider the matter when drafting next session's Bill. [1382, 609, 1616, 655]
educational-paragraph: Mr. Trimble said that his Board paid committees as much as it could afford already. [1382, 795, 1616, 818]
military-body [1382, 1547, 1616, 1607]
boards-paragraph: Another point in favour of this division is that a more equable allotment in the number of schools would result. For 1912 the total number of schools in the South Island was in round numbers 1000, and in the North Island 1200. If the Dominion were divided into nine boards as suggested there would accordingly be 250 schools in each district. [1141, 331, 1367, 401]
deputation-paragraph: Mr. Trimble said he did if it provided nine districts for the Dominion, in which case he submitted there should be five in the North Island. [1141, 1463, 1367, 1497]
personal-paragraph: Mr and Mrs G. H. Stubbs, late of Waitara, are passengers by the s.s. Ionic which left Wellington yesterday for London. [1631, 115, 1920, 138]
column-rule [209, 58, 210, 1932]
hats-copy-3: We have something to show each day, and the class of hats received is a sure guide for followers of fashion. Prices are economical. [445, 312, 633, 366]
personal-paragraph: Mr Frederick Speir, an old and respected resident of Nelson, is dead; aged 75 years.—Press Association. [1631, 89, 1920, 111]
spectacles-headline: SPECTACLES [481, 629, 599, 650]
hats-firm: White and Sons [479, 373, 601, 391]
boards-paragraph: We are submitting maps to give some indication of how the North may be more equally divided into five districts than it is at present, on the basis of the 1911 population. In the Auckland district there would be a total population of 179,672, in the Wellington 126,140, in Hawke's Bay 81,616, and Taranaki 81,384. It will be seen that the Wellington and Auckland districts have been allotted considerably more than the other districts, but this is unavoidable as these districts include the cities. [1141, 602, 1367, 708]
launay-name: de LAUNAY'S [247, 394, 392, 419]
divider [32, 447, 182, 448]
divider [1635, 976, 1916, 978]
divider [25, 1243, 190, 1244]
brinsmead-copy-3: Its marvellous touch and tone; its bewitching sweetness and charm; its beautiful finish and sturdy well-built frame are but some of the points in its favor. There are many more. Come and we'll demonstrate them. Easy terms. [494, 1279, 635, 1361]
divider [1635, 723, 1916, 724]
architects-copy: Offices: King's Buildings, corner of Devon and Brougham Streets. [13, 1215, 201, 1237]
roading-paragraph: Mr. Trimble then said his Board wanted loans. It had applied at various times for £1500 for the Everett Road, £300 for the Ratapiko road and £2000 for the Lepper road, and it had been told there was no money in the State Guaranteed Advances Department. [1382, 1434, 1616, 1492]
programme-item: 10.45 a.m.—Visit Central School. [1631, 899, 1752, 909]
optician-qualification: LONDON-QUALIFIED [487, 707, 593, 716]
suits-heading: SUITS FOR THE SHOW FOR DAD AND THE BOYS AT THE MELBOURNE. [1638, 984, 1913, 1008]
moss-copy: Obtain relief from Coughs or Colds quickly, surely, safely by taking Bonnington's Irish Moss. Because it is the finest and safest remedy the world has known. [20, 808, 192, 841]
column-1 [8, 58, 207, 1932]
roading-paragraph: The Minister promised to refer the matter to the Minister for Public Works. [1382, 1407, 1616, 1430]
boots-headline: The Best [71, 406, 143, 425]
deputation-paragraph: The Minister said that the Department was at present working on the matter. The reason for deciding to alter the boundaries of the districts was to give teachers a better chance than they now had in some of the small districts. If the number of education districts were reduced, one district would have to go. He asked if Mr. Trimble agreed with the Education Committee's policy. [1141, 1377, 1367, 1459]
local-paragraph: The schools in the Taranaki Education District will close on the evening of May 29 for the winter holidays, and re-open on Monday, June 8; on the evening of August 21 for the spring holidays, and on the evening of December 18 for the summer holidays, re-opening on February 1, 1915. [899, 566, 1125, 625]
programme-item: 8.30 a.m.—Leave for Oil Wells. [1631, 851, 1746, 861]
shipping-item: Hobart, 24—Sailed, Kaiapoi, for New Zealand. [13, 306, 182, 315]
money-firm-3: GOVETT & QUILLIAM, [50, 1293, 164, 1303]
allen-paragraph: The Hon. Jas. Allen, Minister of Finance, Education and Defence, accompanied by his private secretary (Mr. Matthews) arrived in New Plymouth last night by the mail train. He was met by Messrs. H. Okey, M.P. for Taranaki, G. W. Browne, Mayor of New Plymouth, and E. Dockrill, chairman of the New Plymouth High School Board. After dinner the Minister met various deputations at the White Hart Hotel. [1382, 114, 1616, 208]
programme-item: 11 a.m.—Deputation, High School Board at Girls' School. [1631, 912, 1839, 921]
divider [25, 1047, 190, 1048]
moss-name: BONNINGTON'S [48, 847, 167, 864]
divider [1643, 82, 1908, 83]
allen-paragraph: The Minister said this was only reasonable, and he would inquire into the matter. [1631, 731, 1920, 754]
brinsmead-letter: R [452, 1148, 478, 1187]
roading-heading: ROADING MATTERS. [1447, 1332, 1551, 1342]
hats-town: New Plymouth [506, 405, 574, 415]
roslyn-paragraph: The famous "Roslyn" Writing Pads, obtainable from all stationers and storekeepers, at 6d and 1/- each. [1631, 1152, 1920, 1175]
nameplate: The Daily News. [694, 62, 847, 128]
programme-item: 9.30 a.m.—High School Board visit site for proposed Girls' High School, also present girls' school. [1631, 863, 1909, 884]
local-paragraph: In a judgment given in the Magistrate's Court, New Plymouth, on Monday, in a case between the Westport Coal Company and Norman J. McLeod, the amount of the claim was paid and £15 4s. This should have read £3 4s. [899, 380, 1125, 426]
column-6 [1135, 58, 1372, 1932]
programme-item: 2 p.m.—Leave for Show Grounds. [1631, 924, 1755, 934]
messenger-role: ARCHITECT, [75, 1153, 139, 1162]
shipping-item: Sydney, 25—Sailed, Ramilshire, for Wellington. [13, 378, 185, 387]
farsighted-paragraph: On the other hand you may have Land to sell. In such a case use the columns of the Taranaki Daily News, and your little Ad. will carry your message to thousands. Over 15,000 eyes scan these pages daily. [658, 1393, 884, 1440]
editorial-paragraph: It is surely better that newspaper writers should be treated thus than they should still answer to the contemptuous description that the great Napoleon gave an editor: "A grubby man who sits in a dirty back room and writes as if he were a great power." [658, 634, 884, 692]
boots-town: NEW PLYMOUTH. [63, 611, 151, 621]
boards-paragraph: A more important factor, however, in the determination of areas of promotion is that each district may have about the same number of schools that offer a fair salary and which the majority of teachers may reasonably look forward to for promotion; namely, those in grades IV to VIII inclusive. In the South Island there were 335 of these schools—84 to each of the proposed four districts—whilst in the North Island there were 429—85 to each of the proposed five districts. [1141, 492, 1367, 598]
boards-heading: REDUCING EDUCATION BOARDS. [1148, 63, 1359, 76]
